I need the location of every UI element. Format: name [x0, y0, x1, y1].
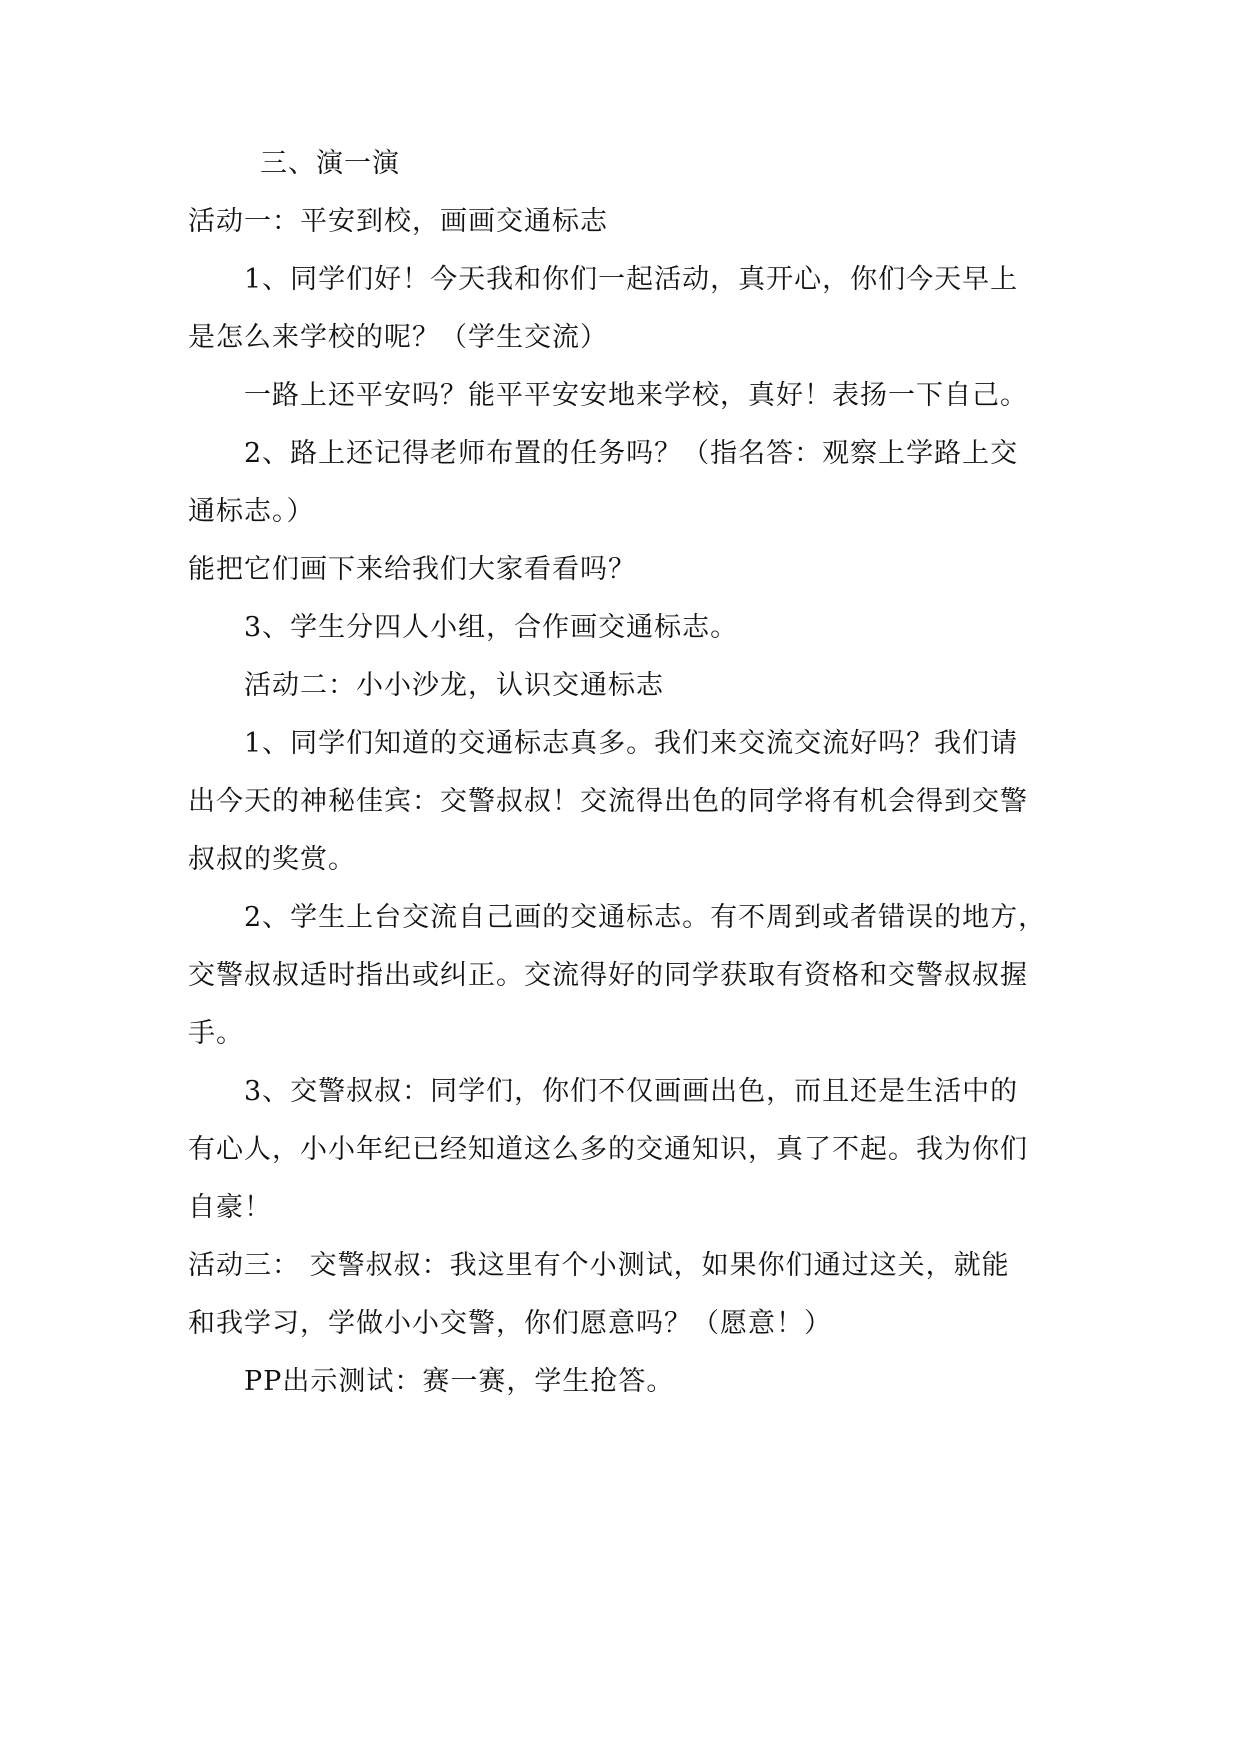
text-line: 通标志。） [188, 496, 315, 527]
text-line: 能把它们画下来给我们大家看看吗？ [188, 554, 636, 585]
text-line: 2、学生上台交流自己画的交通标志。有不周到或者错误的地方， [244, 902, 1047, 933]
text-line: 3、交警叔叔：同学们，你们不仅画画出色，而且还是生活中的 [244, 1076, 1019, 1107]
section-heading: 三、演一演 [260, 148, 400, 179]
activity-two-heading: 活动二：小小沙龙，认识交通标志 [244, 670, 664, 701]
text-line: 交警叔叔适时指出或纠正。交流得好的同学获取有资格和交警叔叔握 [188, 960, 1028, 991]
text-line: 和我学习，学做小小交警，你们愿意吗？（愿意！） [188, 1308, 832, 1339]
text-line: PP出示测试：赛一赛，学生抢答。 [244, 1366, 675, 1397]
text-line: 自豪！ [188, 1192, 272, 1223]
text-line: 手。 [188, 1018, 244, 1049]
text-line: 1、同学们好！今天我和你们一起活动，真开心，你们今天早上 [244, 264, 1019, 295]
text-line: 一路上还平安吗？能平平安安地来学校，真好！表扬一下自己。 [244, 380, 1028, 411]
text-line: 是怎么来学校的呢？（学生交流） [188, 322, 608, 353]
text-line: 3、学生分四人小组，合作画交通标志。 [244, 612, 739, 643]
activity-one-heading: 活动一：平安到校，画画交通标志 [188, 206, 608, 237]
activity-three-line: 活动三： 交警叔叔：我这里有个小测试，如果你们通过这关，就能 [188, 1250, 1010, 1281]
text-line: 出今天的神秘佳宾：交警叔叔！交流得出色的同学将有机会得到交警 [188, 786, 1028, 817]
text-line: 叔叔的奖赏。 [188, 844, 356, 875]
text-line: 1、同学们知道的交通标志真多。我们来交流交流好吗？我们请 [244, 728, 1019, 759]
text-line: 2、路上还记得老师布置的任务吗？（指名答：观察上学路上交 [244, 438, 1019, 469]
text-line: 有心人，小小年纪已经知道这么多的交通知识，真了不起。我为你们 [188, 1134, 1028, 1165]
